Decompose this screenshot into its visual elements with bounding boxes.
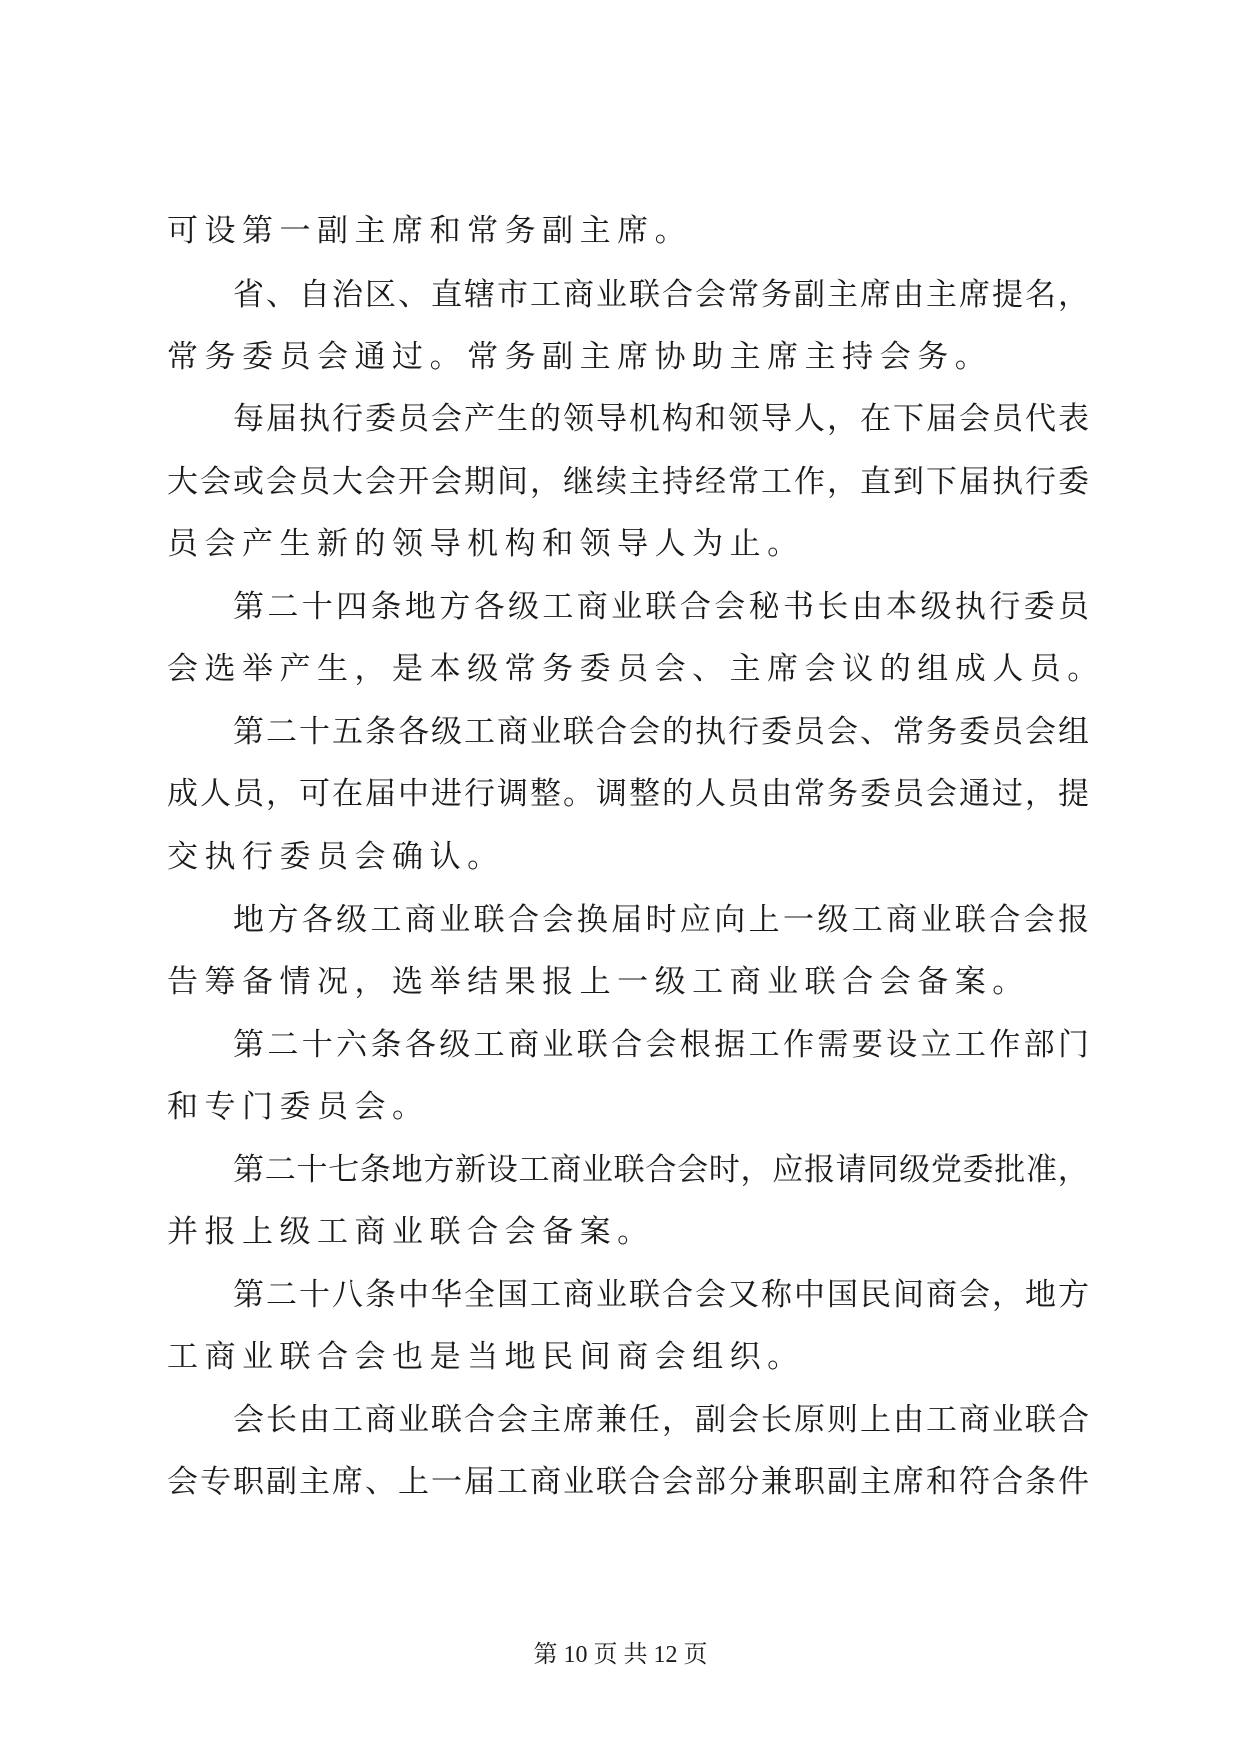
text-line: 并报上级工商业联合会备案。 [167, 1214, 655, 1250]
text-line: 每 届 执 行 委 员 会 产 生 的 领 导 机 构 和 领 导 人 ， 在 下 届 会 员 代 表 [233, 401, 1089, 437]
text-line: 告筹备情况，选举结果报上一级工商业联合会备案。 [167, 964, 1030, 1000]
text-line: 大 会 或 会 员 大 会 开 会 期 间 ， 继 续 主 持 经 常 工 作 ， 直 到 下 届 执 行 委 [167, 464, 1089, 500]
text-line: 地 方 各 级 工 商 业 联 合 会 换 届 时 应 向 上 一 级 工 商 业 联 合 会 报 [233, 902, 1089, 938]
text-line: 第 二 十 五 条 各 级 工 商 业 联 合 会 的 执 行 委 员 会 、 常 务 委 员 会 组 [233, 714, 1089, 750]
text-line: 省 、 自 治 区 、 直 辖 市 工 商 业 联 合 会 常 务 副 主 席 由 主 席 提 名 ， [233, 277, 1089, 313]
text-line: 会 长 由 工 商 业 联 合 会 主 席 兼 任 ， 副 会 长 原 则 上 由 工 商 业 联 合 [233, 1402, 1089, 1438]
text-line: 会 专 职 副 主 席 、 上 一 届 工 商 业 联 合 会 部 分 兼 职 副 主 席 和 符 合 条 件 [167, 1464, 1089, 1500]
text-line: 成 人 员 ， 可 在 届 中 进 行 调 整 。 调 整 的 人 员 由 常 务 委 员 会 通 过 ， 提 [167, 776, 1089, 812]
text-line: 可设第一副主席和常务副主席。 [167, 213, 693, 249]
text-line: 员会产生新的领导机构和领导人为止。 [167, 526, 805, 562]
text-line: 常务委员会通过。常务副主席协助主席主持会务。 [167, 339, 993, 375]
text-line: 第 二 十 八 条 中 华 全 国 工 商 业 联 合 会 又 称 中 国 民 间 商 会 ， 地 方 [233, 1277, 1089, 1313]
text-line: 第 二 十 六 条 各 级 工 商 业 联 合 会 根 据 工 作 需 要 设 立 工 作 部 门 [233, 1027, 1089, 1063]
text-line: 交执行委员会确认。 [167, 839, 505, 875]
text-line: 和专门委员会。 [167, 1089, 430, 1125]
page-number-footer: 第 10 页 共 12 页 [533, 1642, 708, 1668]
text-line: 会选举产生，是本级常务委员会、主席会议的组成人员。 [167, 651, 1105, 687]
text-line: 第 二 十 四 条 地 方 各 级 工 商 业 联 合 会 秘 书 长 由 本 级 执 行 委 员 [233, 589, 1089, 625]
text-line: 工商业联合会也是当地民间商会组织。 [167, 1339, 805, 1375]
text-line: 第 二 十 七 条 地 方 新 设 工 商 业 联 合 会 时 ， 应 报 请 同 级 党 委 批 准 ， [233, 1152, 1089, 1188]
